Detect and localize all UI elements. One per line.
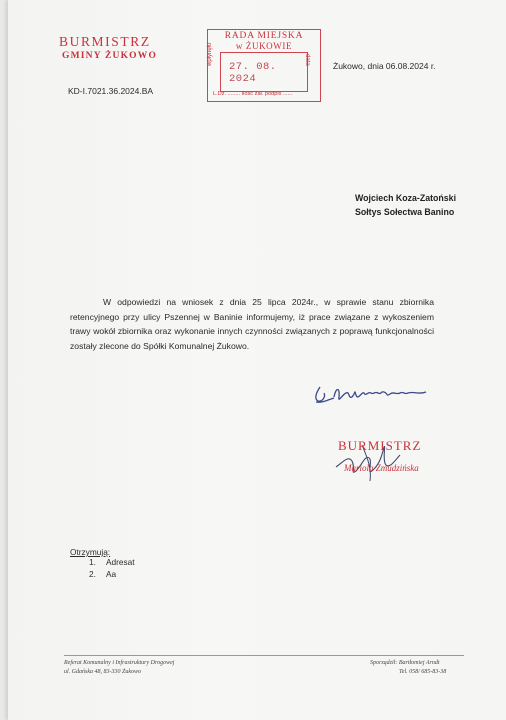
stamp-council-town: w ŻUKOWIE: [235, 41, 293, 51]
place-and-date: Żukowo, dnia 06.08.2024 r.: [333, 61, 436, 71]
signature-scribble: [326, 425, 421, 485]
footer-phone: Tel. 058/ 685-83-38: [399, 669, 447, 675]
reference-number: KD-I.7021.36.2024.BA: [68, 86, 154, 96]
list-item-text: Adresat: [106, 557, 135, 567]
signature-stamp-title: BURMISTRZ: [338, 438, 422, 453]
receipt-stamp: [207, 29, 321, 102]
recipient-title: Sołtys Sołectwa Banino: [355, 207, 455, 217]
list-number: 1.: [89, 557, 96, 567]
recipients-list-item: [89, 569, 116, 579]
stamp-date-label: data: [304, 54, 310, 66]
footer-author: Sporządził: Bartłomiej Arndt: [370, 660, 440, 666]
stamp-received-label: wpłynęło: [207, 42, 213, 66]
letterhead-title: BURMISTRZ: [59, 34, 151, 49]
footer-department: Referat Komunalny i Infrastruktury Drogowej: [64, 660, 175, 666]
stamp-date: 27. 08. 2024: [229, 61, 277, 85]
letter-page: [8, 0, 506, 720]
signature-stamp-name: Mariola Zmudzińska: [344, 463, 419, 473]
letter-body: W odpowiedzi na wniosek z dnia 25 lipca 2024r., w sprawie stanu zbiornika retencyjnego przy ulicy Pszennej w Baninie informujemy, iż prace związane z wykoszeniem trawy wokół zbiornika oraz wykonanie innych czynności związanych z poprawą funkcjonalności zostały zlecone do Spółki Komunalnej Żukowo.: [70, 297, 434, 351]
stamp-council-name: RADA MIEJSKA: [224, 31, 304, 41]
list-item-text: Aa: [106, 569, 117, 579]
stamp-date-box: [220, 52, 308, 92]
footer-address: ul. Gdańska 48, 83-330 Żukowo: [64, 669, 141, 675]
regards-handwriting: [308, 375, 468, 415]
recipients-list-item: [89, 557, 135, 567]
stamp-footer: L.Dz. ........ Ilość zał. podpis ......: [213, 91, 293, 97]
recipients-heading: Otrzymują:: [70, 547, 111, 557]
footer-divider: [64, 655, 464, 656]
letterhead-subtitle: GMINY ŻUKOWO: [62, 51, 158, 61]
list-number: 2.: [89, 569, 96, 579]
recipient-name: Wojciech Koza-Zatoński: [355, 193, 457, 203]
